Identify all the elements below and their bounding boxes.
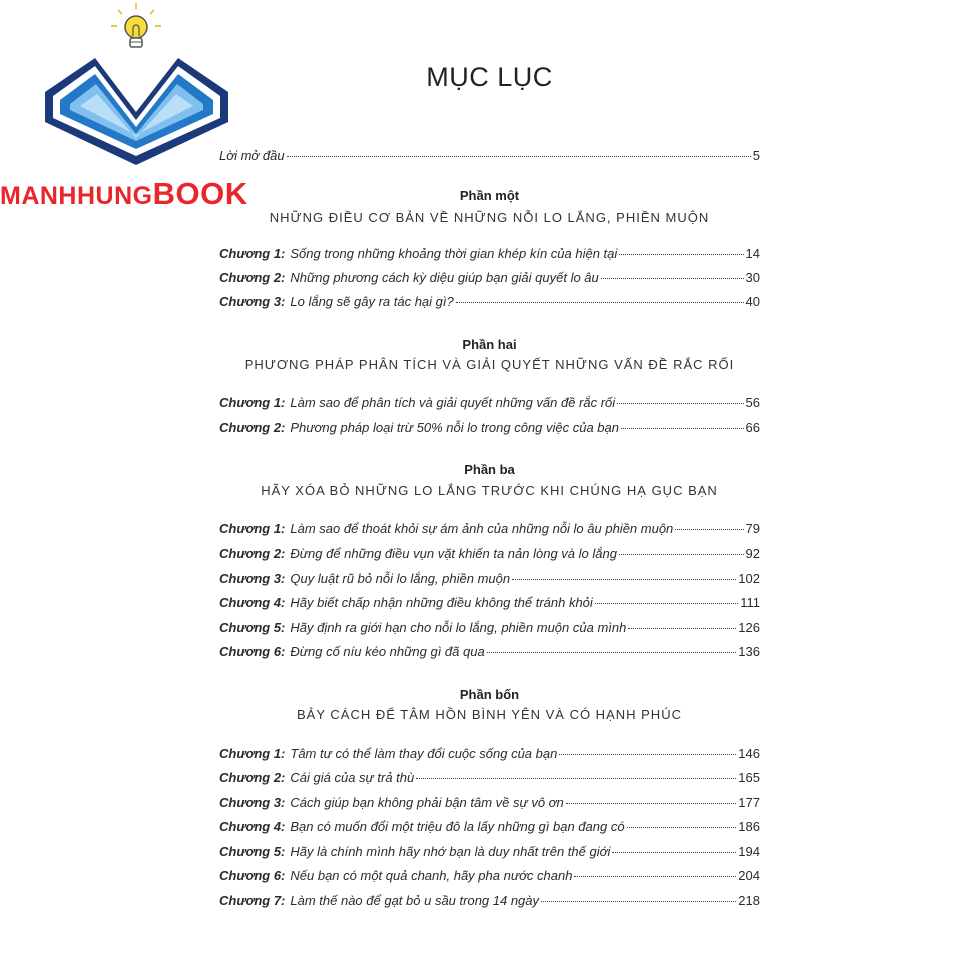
part-2-title: PHƯƠNG PHÁP PHÂN TÍCH VÀ GIẢI QUYẾT NHỮNG VẤN ĐỀ RẮC RỐI: [244, 357, 735, 372]
chapter-page: 218: [738, 893, 760, 908]
chapter-page: 102: [738, 571, 760, 586]
chapter-page: 92: [745, 546, 760, 561]
chapter-label: Chương 2:: [219, 420, 286, 435]
dot-leader: [456, 302, 744, 303]
dot-leader: [416, 778, 736, 779]
chapter-label: Chương 4:: [219, 819, 286, 834]
dot-leader: [627, 827, 737, 828]
chapter-title: Làm sao để thoát khỏi sự ám ảnh của những nỗi lo âu phiền muộn: [290, 521, 674, 536]
intro-title: Lời mở đầu: [219, 148, 285, 163]
page-title: MỤC LỤC: [426, 62, 553, 92]
chapter-page: 177: [738, 795, 760, 810]
chapter-label: Chương 6:: [219, 868, 286, 883]
dot-leader: [287, 156, 751, 157]
chapter-title: Phương pháp loại trừ 50% nỗi lo trong công việc của bạn: [290, 420, 619, 435]
chapter-label: Chương 2:: [219, 546, 286, 561]
intro-page: 5: [752, 148, 760, 163]
chapter-label: Chương 2:: [219, 270, 286, 285]
toc-chapter-entry: [219, 644, 760, 659]
toc-chapter-entry: [219, 546, 760, 561]
toc-chapter-entry: [219, 893, 760, 908]
toc-chapter-entry: [219, 294, 760, 309]
chapter-title: Cái giá của sự trả thù: [290, 770, 415, 785]
chapter-title: Đừng cố níu kéo những gì đã qua: [290, 644, 485, 659]
chapter-title: Tâm tư có thể làm thay đổi cuộc sống của bạn: [290, 746, 558, 761]
toc-chapter-entry: [219, 770, 760, 785]
chapter-page: 136: [738, 644, 760, 659]
toc-chapter-entry: [219, 868, 760, 883]
brand-wordmark: [0, 176, 248, 212]
dot-leader: [621, 428, 744, 429]
part-4-title: BẢY CÁCH ĐỂ TÂM HỒN BÌNH YÊN VÀ CÓ HẠNH PHÚC: [297, 707, 682, 722]
chapter-page: 40: [745, 294, 760, 309]
dot-leader: [612, 852, 736, 853]
toc-chapter-entry: [219, 819, 760, 834]
chapter-title: Đừng để những điều vụn vặt khiến ta nản lòng và lo lắng: [290, 546, 617, 561]
dot-leader: [617, 403, 743, 404]
toc-chapter-entry: [219, 270, 760, 285]
dot-leader: [512, 579, 736, 580]
part-4-label: Phần bốn: [459, 687, 520, 702]
chapter-label: Chương 5:: [219, 620, 286, 635]
brand-name-part2: BOOK: [152, 176, 248, 211]
chapter-label: Chương 4:: [219, 595, 286, 610]
chapter-title: Làm thế nào để gạt bỏ u sầu trong 14 ngày: [290, 893, 540, 908]
toc-chapter-entry: [219, 395, 760, 410]
chapter-title: Cách giúp bạn không phải bận tâm về sự vô ơn: [290, 795, 564, 810]
toc-chapter-entry: [219, 746, 760, 761]
chapter-label: Chương 5:: [219, 844, 286, 859]
chapter-title: Sống trong những khoảng thời gian khép kín của hiện tại: [290, 246, 618, 261]
chapter-page: 186: [738, 819, 760, 834]
chapter-label: Chương 6:: [219, 644, 286, 659]
toc-chapter-entry: [219, 795, 760, 810]
toc-chapter-entry: [219, 595, 760, 610]
dot-leader: [487, 652, 737, 653]
part-1-title: NHỮNG ĐIỀU CƠ BẢN VỀ NHỮNG NỖI LO LẮNG, PHIỀN MUỘN: [269, 210, 710, 225]
chapter-title: Nếu bạn có một quả chanh, hãy pha nước chanh: [290, 868, 573, 883]
toc-chapter-entry: [219, 246, 760, 261]
dot-leader: [566, 803, 737, 804]
toc-chapter-entry: [219, 420, 760, 435]
part-3-label: Phần ba: [464, 462, 515, 477]
chapter-title: Những phương cách kỳ diệu giúp bạn giải quyết lo âu: [290, 270, 599, 285]
part-1-label: Phần một: [459, 188, 520, 203]
chapter-page: 30: [745, 270, 760, 285]
chapter-label: Chương 1:: [219, 395, 286, 410]
chapter-label: Chương 3:: [219, 795, 286, 810]
brand-logo: [0, 0, 290, 215]
chapter-page: 14: [745, 246, 760, 261]
chapter-page: 111: [740, 595, 760, 610]
brand-name-part1: MANHHUNG: [0, 182, 153, 210]
toc-intro-entry: [219, 148, 760, 163]
chapter-page: 165: [738, 770, 760, 785]
chapter-label: Chương 3:: [219, 294, 286, 309]
chapter-title: Bạn có muốn đổi một triệu đô la lấy những gì bạn đang có: [290, 819, 625, 834]
chapter-label: Chương 1:: [219, 521, 286, 536]
dot-leader: [574, 876, 736, 877]
chapter-label: Chương 1:: [219, 246, 286, 261]
chapter-page: 56: [745, 395, 760, 410]
part-2-label: Phần hai: [462, 337, 517, 352]
toc-chapter-entry: [219, 521, 760, 536]
chapter-title: Hãy định ra giới hạn cho nỗi lo lắng, phiền muộn của mình: [290, 620, 627, 635]
chapter-page: 126: [738, 620, 760, 635]
chapter-label: Chương 7:: [219, 893, 286, 908]
dot-leader: [541, 901, 736, 902]
part-3-title: HÃY XÓA BỎ NHỮNG LO LẮNG TRƯỚC KHI CHÚNG HẠ GỤC BẠN: [261, 483, 718, 498]
dot-leader: [595, 603, 738, 604]
chapter-page: 204: [738, 868, 760, 883]
chapter-label: Chương 3:: [219, 571, 286, 586]
chapter-title: Hãy biết chấp nhận những điều không thể tránh khỏi: [290, 595, 593, 610]
dot-leader: [601, 278, 744, 279]
dot-leader: [619, 254, 743, 255]
dot-leader: [628, 628, 736, 629]
chapter-page: 194: [738, 844, 760, 859]
dot-leader: [559, 754, 736, 755]
dot-leader: [675, 529, 743, 530]
chapter-page: 66: [745, 420, 760, 435]
chapter-title: Hãy là chính mình hãy nhớ bạn là duy nhất trên thế giới: [290, 844, 611, 859]
toc-chapter-entry: [219, 620, 760, 635]
chapter-title: Lo lắng sẽ gây ra tác hại gì?: [290, 294, 454, 309]
chapter-title: Làm sao để phân tích và giải quyết những vấn đề rắc rối: [290, 395, 616, 410]
toc-chapter-entry: [219, 844, 760, 859]
chapter-page: 79: [745, 521, 760, 536]
toc-chapter-entry: [219, 571, 760, 586]
chapter-title: Quy luật rũ bỏ nỗi lo lắng, phiền muộn: [290, 571, 511, 586]
chapter-label: Chương 2:: [219, 770, 286, 785]
chapter-label: Chương 1:: [219, 746, 286, 761]
dot-leader: [619, 554, 744, 555]
chapter-page: 146: [738, 746, 760, 761]
